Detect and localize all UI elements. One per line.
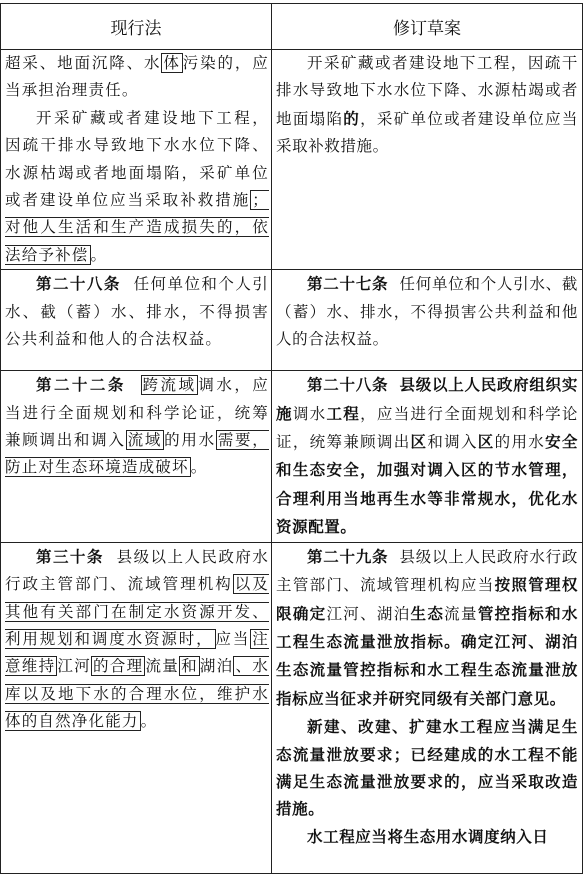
added-text: 管控指标和水工程生态流量泄放指标。确定江河、湖泊生态流量管控指标和水工程生态流量泄放指标应当征求并研究同级有关部门意见。 [276,603,578,708]
paragraph [272,270,582,353]
header-revised-draft: 修订草案 [272,4,583,50]
text: 污染的，应当承担治理责任。 [5,54,269,100]
paragraph [272,50,582,161]
comparison-table [0,3,583,874]
current-law-cell [1,542,272,873]
text: ，应当进行全面规划和科学论证，统筹兼顾调出 [276,404,579,452]
text: 。 [140,712,158,731]
text: 流量 [444,604,478,623]
deleted-text-box: 体 [163,54,181,72]
added-text: 区 [410,432,428,452]
deleted-text-box: 和 [181,657,198,676]
current-law-cell [1,270,272,371]
current-law-cell [1,371,272,542]
paragraph [272,371,582,541]
deleted-text-box: 、水库以及地下水的合理水位，维护水体的自然净化能力 [5,657,269,731]
added-text: 按照管理权限确定 [276,575,578,623]
added-text: 县级以上人民政府组织实施 [276,375,578,423]
table-row [1,50,583,270]
article-number: 第二十八条 [307,375,389,395]
added-text: 的 [343,108,361,128]
text: 湖泊 [199,657,234,676]
deleted-text-box: ；对他人生活和生产造成损失的，依法给予补偿 [5,191,269,264]
revised-draft-cell [272,50,583,270]
text: 。 [190,458,208,477]
deleted-text-box: 需要，防止对生态环境造成破坏 [5,431,269,477]
paragraph [1,105,271,269]
deleted-text-box: 流域 [127,431,163,450]
text: 开采矿藏或者建设地下工程，因疏干排水导致地下水水位下降、水源枯竭 [276,54,578,100]
header-row [1,4,583,50]
paragraph [1,543,271,736]
text: 江河 [57,657,92,676]
article-number: 第二十二条 [36,375,126,395]
text: 的用水 [494,433,546,452]
text: 县级以上人民政府水行政主管部门、流域管理机构 [5,547,269,594]
revised-draft-cell [272,371,583,542]
paragraph [1,270,271,353]
text: 开采矿藏或者建设地下工程，因疏干排水导致地下水水位下降、水源枯竭或者地面塌陷，采矿单位或者建设单位应当采取补救措施 [5,108,269,210]
article-number: 第二十八条 [36,274,121,294]
text: 的用水 [164,431,216,450]
deleted-text-box: 注意维持 [5,629,269,676]
added-text: 生态 [410,603,445,623]
revised-draft-cell [272,270,583,371]
text: 县级以上人民政府水行政主管部门、流域管理机构应当 [276,547,578,595]
text: 流量 [145,657,180,676]
current-law-cell [1,50,272,270]
added-text: 安全和生态安全，加强对调入区的节水管理，合理利用当地再生水等非常规水，优化水资源配置。 [276,432,578,537]
deleted-text-box: 的合理 [93,657,144,676]
deleted-text-box: 跨流域 [142,376,197,395]
paragraph: 水工程应当将生态用水调度纳入日 [307,826,549,846]
text: 和调入 [427,433,478,452]
text: ，采矿单位或者建设单位应当采取补救措施。 [276,109,578,156]
article-number: 第二十九条 [307,546,389,566]
text: 或者地面塌陷 [276,81,578,128]
text: 调水 [292,404,327,423]
deleted-text-box: 以及其他有关部门在制定水资源开发、利用规划和调度水资源时， [5,575,269,648]
table-row [1,542,583,873]
text: 任何单位和个人引水、截（蓄）水、排水，不得损害公共利益和他人的合法权益。 [276,275,578,349]
added-text: 工程 [326,403,361,423]
text: 江河、湖泊 [326,604,411,623]
paragraph [1,371,271,482]
paragraph [1,50,271,105]
text: 调水，应当进行全面规划和科学论证，统筹兼顾调出和调入 [5,376,269,450]
article-number: 第三十条 [36,546,104,566]
article-number: 第二十七条 [307,274,389,294]
paragraph: 新建、改建、扩建水工程应当满足生态流量泄放要求；已经建成的水工程不能满足生态流量泄放要求的，应当采取改造措施。 [276,717,578,819]
table-row [1,270,583,371]
text: 超采、地面沉降、水 [5,54,162,72]
text: 。 [90,245,108,264]
paragraph [272,543,582,713]
header-current-law: 现行法 [1,4,272,50]
text: 任何单位和个人引水、截（蓄）水、排水，不得损害公共利益和他人的合法权益。 [5,275,269,349]
added-text: 区 [477,432,495,452]
revised-draft-cell [272,542,583,873]
table-row [1,371,583,542]
text: 应当 [215,629,251,648]
